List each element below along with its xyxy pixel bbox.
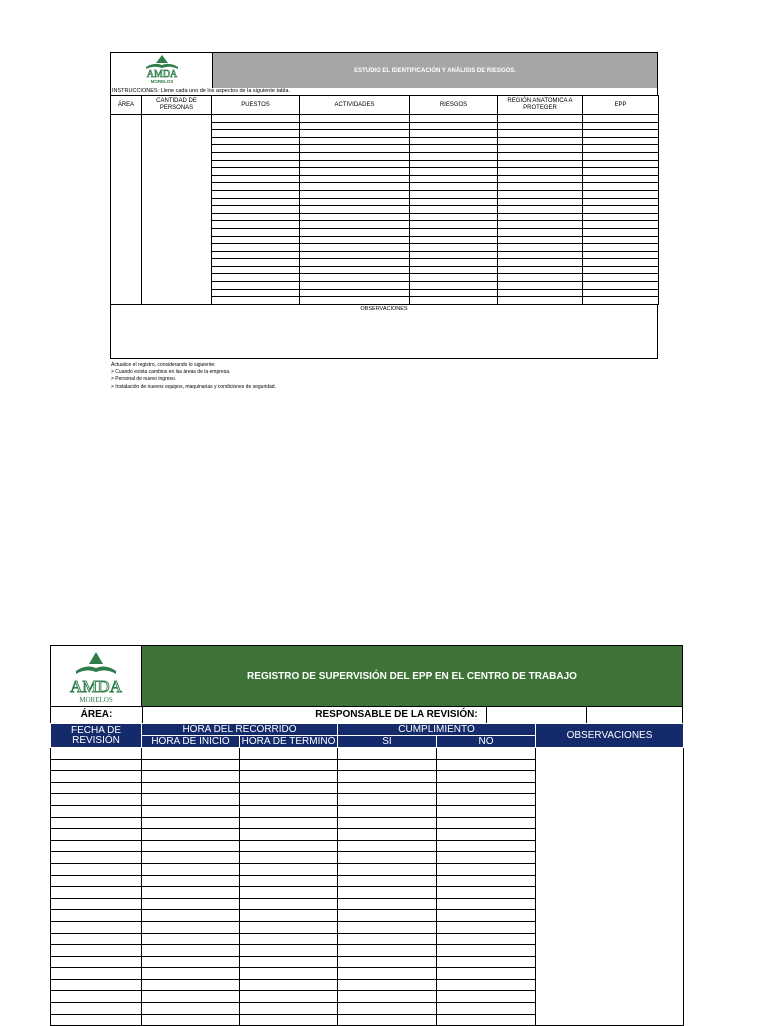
area-row [50, 706, 683, 723]
table-cell[interactable] [142, 979, 240, 991]
table-cell[interactable] [583, 266, 659, 274]
table-cell[interactable] [212, 274, 300, 282]
table-cell[interactable] [212, 168, 300, 176]
table-cell[interactable] [212, 221, 300, 229]
table-cell[interactable] [437, 991, 536, 1003]
table-cell[interactable] [240, 875, 338, 887]
table-cell[interactable] [300, 206, 410, 214]
table-cell[interactable] [300, 137, 410, 145]
table-cell[interactable] [300, 274, 410, 282]
table-cell[interactable] [498, 244, 583, 252]
table-cell[interactable] [437, 771, 536, 783]
table-cell[interactable] [240, 956, 338, 968]
table-cell[interactable] [338, 956, 437, 968]
form2-title: REGISTRO DE SUPERVISIÓN DEL EPP EN EL CENTRO DE TRABAJO [142, 646, 682, 707]
table-cell[interactable] [142, 875, 240, 887]
table-cell[interactable] [300, 221, 410, 229]
table-cell[interactable] [142, 771, 240, 783]
table-cell[interactable] [300, 266, 410, 274]
table-cell[interactable] [240, 898, 338, 910]
table-cell[interactable] [212, 244, 300, 252]
table-cell[interactable] [212, 228, 300, 236]
supervision-row [51, 748, 684, 760]
table-cell[interactable] [240, 968, 338, 980]
table-cell[interactable] [240, 979, 338, 991]
table-cell[interactable] [240, 921, 338, 933]
table-cell[interactable] [410, 297, 498, 305]
table-cell[interactable] [498, 145, 583, 153]
note-line: > Instalación de nuevos equipos, maquinarias y condiciones de seguridad. [111, 383, 276, 390]
table-cell[interactable] [410, 206, 498, 214]
table-cell[interactable] [410, 145, 498, 153]
table-cell[interactable] [142, 887, 240, 899]
table-cell[interactable] [240, 945, 338, 957]
table-cell[interactable] [212, 183, 300, 191]
area-field[interactable] [142, 707, 307, 723]
table-cell[interactable] [142, 910, 240, 922]
table-cell[interactable] [212, 266, 300, 274]
logo-wordmark: AMDA [70, 677, 122, 696]
table-cell[interactable] [300, 152, 410, 160]
table-cell[interactable] [410, 251, 498, 259]
table-cell[interactable] [142, 852, 240, 864]
amda-logo [51, 646, 142, 707]
table-cell[interactable] [498, 266, 583, 274]
table-cell[interactable] [51, 829, 142, 841]
table-cell[interactable] [583, 206, 659, 214]
table-cell[interactable] [583, 115, 659, 123]
table-cell[interactable] [338, 771, 437, 783]
table-cell[interactable] [212, 289, 300, 297]
risk-table-header [111, 96, 659, 115]
table-cell[interactable] [51, 1003, 142, 1015]
table-cell[interactable] [410, 168, 498, 176]
table-cell[interactable] [437, 794, 536, 806]
table-cell[interactable] [338, 887, 437, 899]
table-cell[interactable] [300, 259, 410, 267]
amda-logo [111, 53, 213, 88]
table-cell[interactable] [212, 115, 300, 123]
table-cell[interactable] [583, 282, 659, 290]
table-cell[interactable] [410, 274, 498, 282]
table-cell[interactable] [142, 840, 240, 852]
table-cell[interactable] [338, 863, 437, 875]
table-cell[interactable] [338, 945, 437, 957]
table-cell[interactable] [583, 122, 659, 130]
table-cell[interactable] [240, 863, 338, 875]
table-cell[interactable] [437, 979, 536, 991]
table-cell[interactable] [142, 1003, 240, 1015]
form2-header [50, 645, 683, 706]
table-cell[interactable] [498, 190, 583, 198]
table-cell[interactable] [338, 748, 437, 760]
table-cell[interactable] [338, 898, 437, 910]
risk-analysis-form [110, 52, 658, 359]
table-cell[interactable] [583, 221, 659, 229]
note-line: > Cuando exista cambios en las áreas de la empresa. [111, 369, 231, 376]
table-cell[interactable] [240, 782, 338, 794]
table-cell[interactable] [51, 956, 142, 968]
table-cell[interactable] [583, 228, 659, 236]
table-cell[interactable] [437, 1014, 536, 1026]
table-cell[interactable] [583, 137, 659, 145]
table-cell[interactable] [51, 945, 142, 957]
table-cell[interactable] [338, 979, 437, 991]
table-cell[interactable] [498, 228, 583, 236]
table-cell[interactable] [300, 130, 410, 138]
table-cell[interactable] [212, 213, 300, 221]
col-cantidad-personas: CANTIDAD DE PERSONAS [142, 96, 212, 115]
table-cell[interactable] [583, 289, 659, 297]
table-cell[interactable] [437, 1003, 536, 1015]
note-line: Actualice el registro, considerando lo siguiente: [111, 362, 216, 368]
table-cell[interactable] [437, 748, 536, 760]
table-cell[interactable] [410, 160, 498, 168]
table-cell[interactable] [300, 282, 410, 290]
table-cell[interactable] [583, 183, 659, 191]
table-cell[interactable] [51, 1014, 142, 1026]
table-cell[interactable] [212, 259, 300, 267]
table-cell[interactable] [583, 175, 659, 183]
table-cell[interactable] [142, 898, 240, 910]
table-cell[interactable] [51, 887, 142, 899]
table-cell[interactable] [240, 748, 338, 760]
table-cell[interactable] [300, 160, 410, 168]
col-epp: EPP [583, 96, 659, 115]
table-cell[interactable] [410, 190, 498, 198]
col-actividades: ACTIVIDADES [300, 96, 410, 115]
table-cell[interactable] [300, 183, 410, 191]
note-line: > Personal de nuevo ingreso. [111, 376, 177, 383]
risk-table [110, 95, 659, 305]
table-cell[interactable] [142, 956, 240, 968]
table-cell[interactable] [583, 160, 659, 168]
table-cell[interactable] [240, 852, 338, 864]
table-cell[interactable] [410, 236, 498, 244]
table-cell[interactable] [142, 782, 240, 794]
table-cell[interactable] [338, 829, 437, 841]
table-cell[interactable] [583, 130, 659, 138]
table-cell[interactable] [410, 213, 498, 221]
table-cell[interactable] [240, 887, 338, 899]
form1-instructions: INSTRUCCIONES: Llene cada uno de los aspectos de la siguiente tabla. [110, 87, 658, 95]
table-cell[interactable] [410, 137, 498, 145]
table-cell[interactable] [498, 137, 583, 145]
table-cell[interactable] [410, 244, 498, 252]
table-cell[interactable] [51, 794, 142, 806]
table-cell[interactable] [142, 817, 240, 829]
table-cell[interactable] [240, 805, 338, 817]
col-cumplimiento: CUMPLIMIENTO [338, 724, 536, 736]
table-cell[interactable] [410, 115, 498, 123]
table-cell[interactable] [437, 852, 536, 864]
table-cell[interactable] [410, 259, 498, 267]
col-fecha-revision: FECHA DE REVISIÓN [51, 724, 142, 748]
table-cell[interactable] [51, 759, 142, 771]
table-cell[interactable] [338, 759, 437, 771]
risk-table-row [111, 115, 659, 123]
table-cell[interactable] [437, 945, 536, 957]
col-puestos: PUESTOS [212, 96, 300, 115]
table-cell[interactable] [338, 794, 437, 806]
table-cell[interactable] [498, 251, 583, 259]
table-cell[interactable] [51, 933, 142, 945]
table-cell[interactable] [410, 266, 498, 274]
table-cell[interactable] [498, 236, 583, 244]
table-cell[interactable] [300, 228, 410, 236]
table-cell[interactable] [212, 145, 300, 153]
col-no: NO [437, 736, 536, 748]
table-cell[interactable] [338, 782, 437, 794]
table-cell[interactable] [51, 817, 142, 829]
table-cell[interactable] [51, 782, 142, 794]
table-cell[interactable] [212, 297, 300, 305]
table-cell[interactable] [437, 759, 536, 771]
table-cell[interactable] [300, 190, 410, 198]
table-cell[interactable] [583, 251, 659, 259]
table-cell[interactable] [583, 297, 659, 305]
table-cell[interactable] [583, 259, 659, 267]
table-cell[interactable] [51, 898, 142, 910]
table-cell[interactable] [498, 175, 583, 183]
table-cell[interactable] [212, 130, 300, 138]
table-cell[interactable] [338, 1003, 437, 1015]
table-cell[interactable] [437, 968, 536, 980]
table-cell[interactable] [410, 183, 498, 191]
table-cell[interactable] [583, 213, 659, 221]
observations-box[interactable] [110, 305, 658, 359]
table-cell[interactable] [300, 244, 410, 252]
table-cell[interactable] [142, 805, 240, 817]
table-cell[interactable] [498, 221, 583, 229]
table-cell[interactable] [240, 910, 338, 922]
table-cell[interactable] [437, 933, 536, 945]
table-cell[interactable] [583, 236, 659, 244]
table-cell[interactable] [583, 152, 659, 160]
table-cell[interactable] [212, 122, 300, 130]
responsable-label: RESPONSABLE DE LA REVISIÓN: [307, 707, 487, 723]
epp-supervision-form [50, 645, 683, 1026]
table-cell[interactable] [437, 840, 536, 852]
col-region-anatomica: REGIÓN ANATOMICA A PROTEGER [498, 96, 583, 115]
table-cell[interactable] [212, 152, 300, 160]
table-cell[interactable] [498, 289, 583, 297]
col-area: ÁREA [111, 96, 142, 115]
table-cell[interactable] [437, 805, 536, 817]
table-cell[interactable] [498, 152, 583, 160]
observations-cell[interactable] [536, 748, 684, 1026]
table-cell[interactable] [437, 782, 536, 794]
table-cell[interactable] [51, 968, 142, 980]
supervision-header-row [51, 724, 684, 736]
table-cell[interactable] [338, 921, 437, 933]
table-cell[interactable] [142, 921, 240, 933]
col-observaciones: OBSERVACIONES [536, 724, 684, 748]
table-cell[interactable] [583, 145, 659, 153]
table-cell[interactable] [410, 130, 498, 138]
table-cell[interactable] [240, 759, 338, 771]
form1-title: ESTUDIO EL IDENTIFICACIÓN Y ANÁLISIS DE RIESGOS. [213, 53, 657, 88]
table-cell[interactable] [437, 875, 536, 887]
table-cell[interactable] [437, 829, 536, 841]
area-label: ÁREA: [51, 707, 143, 723]
table-cell[interactable] [142, 968, 240, 980]
table-cell[interactable] [51, 852, 142, 864]
table-cell[interactable] [51, 875, 142, 887]
table-cell[interactable] [300, 145, 410, 153]
table-cell[interactable] [142, 863, 240, 875]
table-cell[interactable] [240, 991, 338, 1003]
table-cell[interactable] [583, 190, 659, 198]
table-cell[interactable] [240, 1014, 338, 1026]
table-cell[interactable] [498, 259, 583, 267]
table-cell[interactable] [51, 771, 142, 783]
table-cell[interactable] [437, 817, 536, 829]
table-cell[interactable] [300, 251, 410, 259]
amda-logo-icon [132, 53, 192, 85]
table-cell[interactable] [51, 979, 142, 991]
table-cell[interactable] [410, 289, 498, 297]
table-cell[interactable] [51, 921, 142, 933]
table-cell[interactable] [212, 137, 300, 145]
table-cell[interactable] [410, 228, 498, 236]
table-cell[interactable] [51, 991, 142, 1003]
table-cell[interactable] [212, 160, 300, 168]
table-cell[interactable] [498, 198, 583, 206]
logo-subtext: MORELOS [79, 696, 113, 704]
table-cell[interactable] [300, 175, 410, 183]
table-cell[interactable] [142, 829, 240, 841]
table-cell[interactable] [142, 794, 240, 806]
table-cell[interactable] [142, 748, 240, 760]
col-hora-recorrido: HORA DEL RECORRIDO [142, 724, 338, 736]
table-cell[interactable] [240, 794, 338, 806]
table-cell[interactable] [51, 840, 142, 852]
table-cell[interactable] [300, 168, 410, 176]
table-cell[interactable] [212, 198, 300, 206]
update-notes [111, 362, 276, 391]
table-cell[interactable] [51, 910, 142, 922]
logo-wordmark: AMDA [146, 69, 177, 80]
table-cell[interactable] [410, 122, 498, 130]
table-cell[interactable] [300, 297, 410, 305]
table-cell[interactable] [437, 898, 536, 910]
table-cell[interactable] [212, 282, 300, 290]
table-cell[interactable] [240, 933, 338, 945]
table-cell[interactable] [437, 921, 536, 933]
col-hora-termino: HORA DE TERMINÓ [240, 736, 338, 748]
table-cell[interactable] [212, 190, 300, 198]
table-cell[interactable] [338, 840, 437, 852]
table-cell[interactable] [498, 297, 583, 305]
supervision-table [50, 723, 684, 1026]
table-cell[interactable] [212, 175, 300, 183]
table-cell[interactable] [142, 759, 240, 771]
col-hora-inicio: HORA DE INICIO [142, 736, 240, 748]
responsable-field[interactable] [486, 707, 587, 723]
table-cell[interactable] [300, 213, 410, 221]
table-cell[interactable] [583, 198, 659, 206]
table-cell[interactable] [300, 122, 410, 130]
table-cell[interactable] [51, 805, 142, 817]
table-cell[interactable] [437, 887, 536, 899]
table-cell[interactable] [498, 168, 583, 176]
table-cell[interactable] [338, 910, 437, 922]
table-cell[interactable] [498, 122, 583, 130]
table-cell[interactable] [498, 274, 583, 282]
table-cell[interactable] [51, 748, 142, 760]
table-cell[interactable] [338, 852, 437, 864]
table-cell[interactable] [212, 236, 300, 244]
table-cell[interactable] [300, 289, 410, 297]
table-cell[interactable] [212, 206, 300, 214]
form1-header [110, 52, 658, 87]
table-cell[interactable] [142, 945, 240, 957]
table-cell[interactable] [338, 875, 437, 887]
table-cell[interactable] [300, 198, 410, 206]
table-cell[interactable] [498, 115, 583, 123]
table-cell[interactable] [498, 183, 583, 191]
table-cell[interactable] [142, 933, 240, 945]
table-cell[interactable] [583, 274, 659, 282]
table-cell[interactable] [51, 863, 142, 875]
table-cell[interactable] [437, 863, 536, 875]
table-cell[interactable] [498, 160, 583, 168]
table-cell[interactable] [338, 991, 437, 1003]
col-si: SI [338, 736, 437, 748]
table-cell[interactable] [142, 1014, 240, 1026]
table-cell[interactable] [410, 282, 498, 290]
table-cell[interactable] [338, 1014, 437, 1026]
table-cell[interactable] [437, 910, 536, 922]
table-cell[interactable] [338, 805, 437, 817]
table-cell[interactable] [142, 991, 240, 1003]
table-cell[interactable] [300, 236, 410, 244]
table-cell[interactable] [240, 817, 338, 829]
table-cell[interactable] [498, 282, 583, 290]
table-cell[interactable] [240, 1003, 338, 1015]
table-cell[interactable] [240, 829, 338, 841]
col-riesgos: RIESGOS [410, 96, 498, 115]
table-cell[interactable] [498, 213, 583, 221]
table-cell[interactable] [410, 198, 498, 206]
cantidad-cell[interactable] [142, 115, 212, 305]
table-cell[interactable] [437, 956, 536, 968]
table-cell[interactable] [410, 175, 498, 183]
table-cell[interactable] [498, 130, 583, 138]
table-cell[interactable] [410, 221, 498, 229]
area-cell[interactable] [111, 115, 142, 305]
table-cell[interactable] [240, 840, 338, 852]
table-cell[interactable] [338, 817, 437, 829]
amda-logo-icon [64, 649, 128, 705]
table-cell[interactable] [212, 251, 300, 259]
table-cell[interactable] [583, 168, 659, 176]
logo-subtext: MORELOS [150, 79, 173, 84]
table-cell[interactable] [300, 115, 410, 123]
table-cell[interactable] [240, 771, 338, 783]
table-cell[interactable] [338, 968, 437, 980]
table-cell[interactable] [583, 244, 659, 252]
table-cell[interactable] [338, 933, 437, 945]
table-cell[interactable] [410, 152, 498, 160]
table-cell[interactable] [498, 206, 583, 214]
observations-label: OBSERVACIONES [360, 305, 408, 312]
